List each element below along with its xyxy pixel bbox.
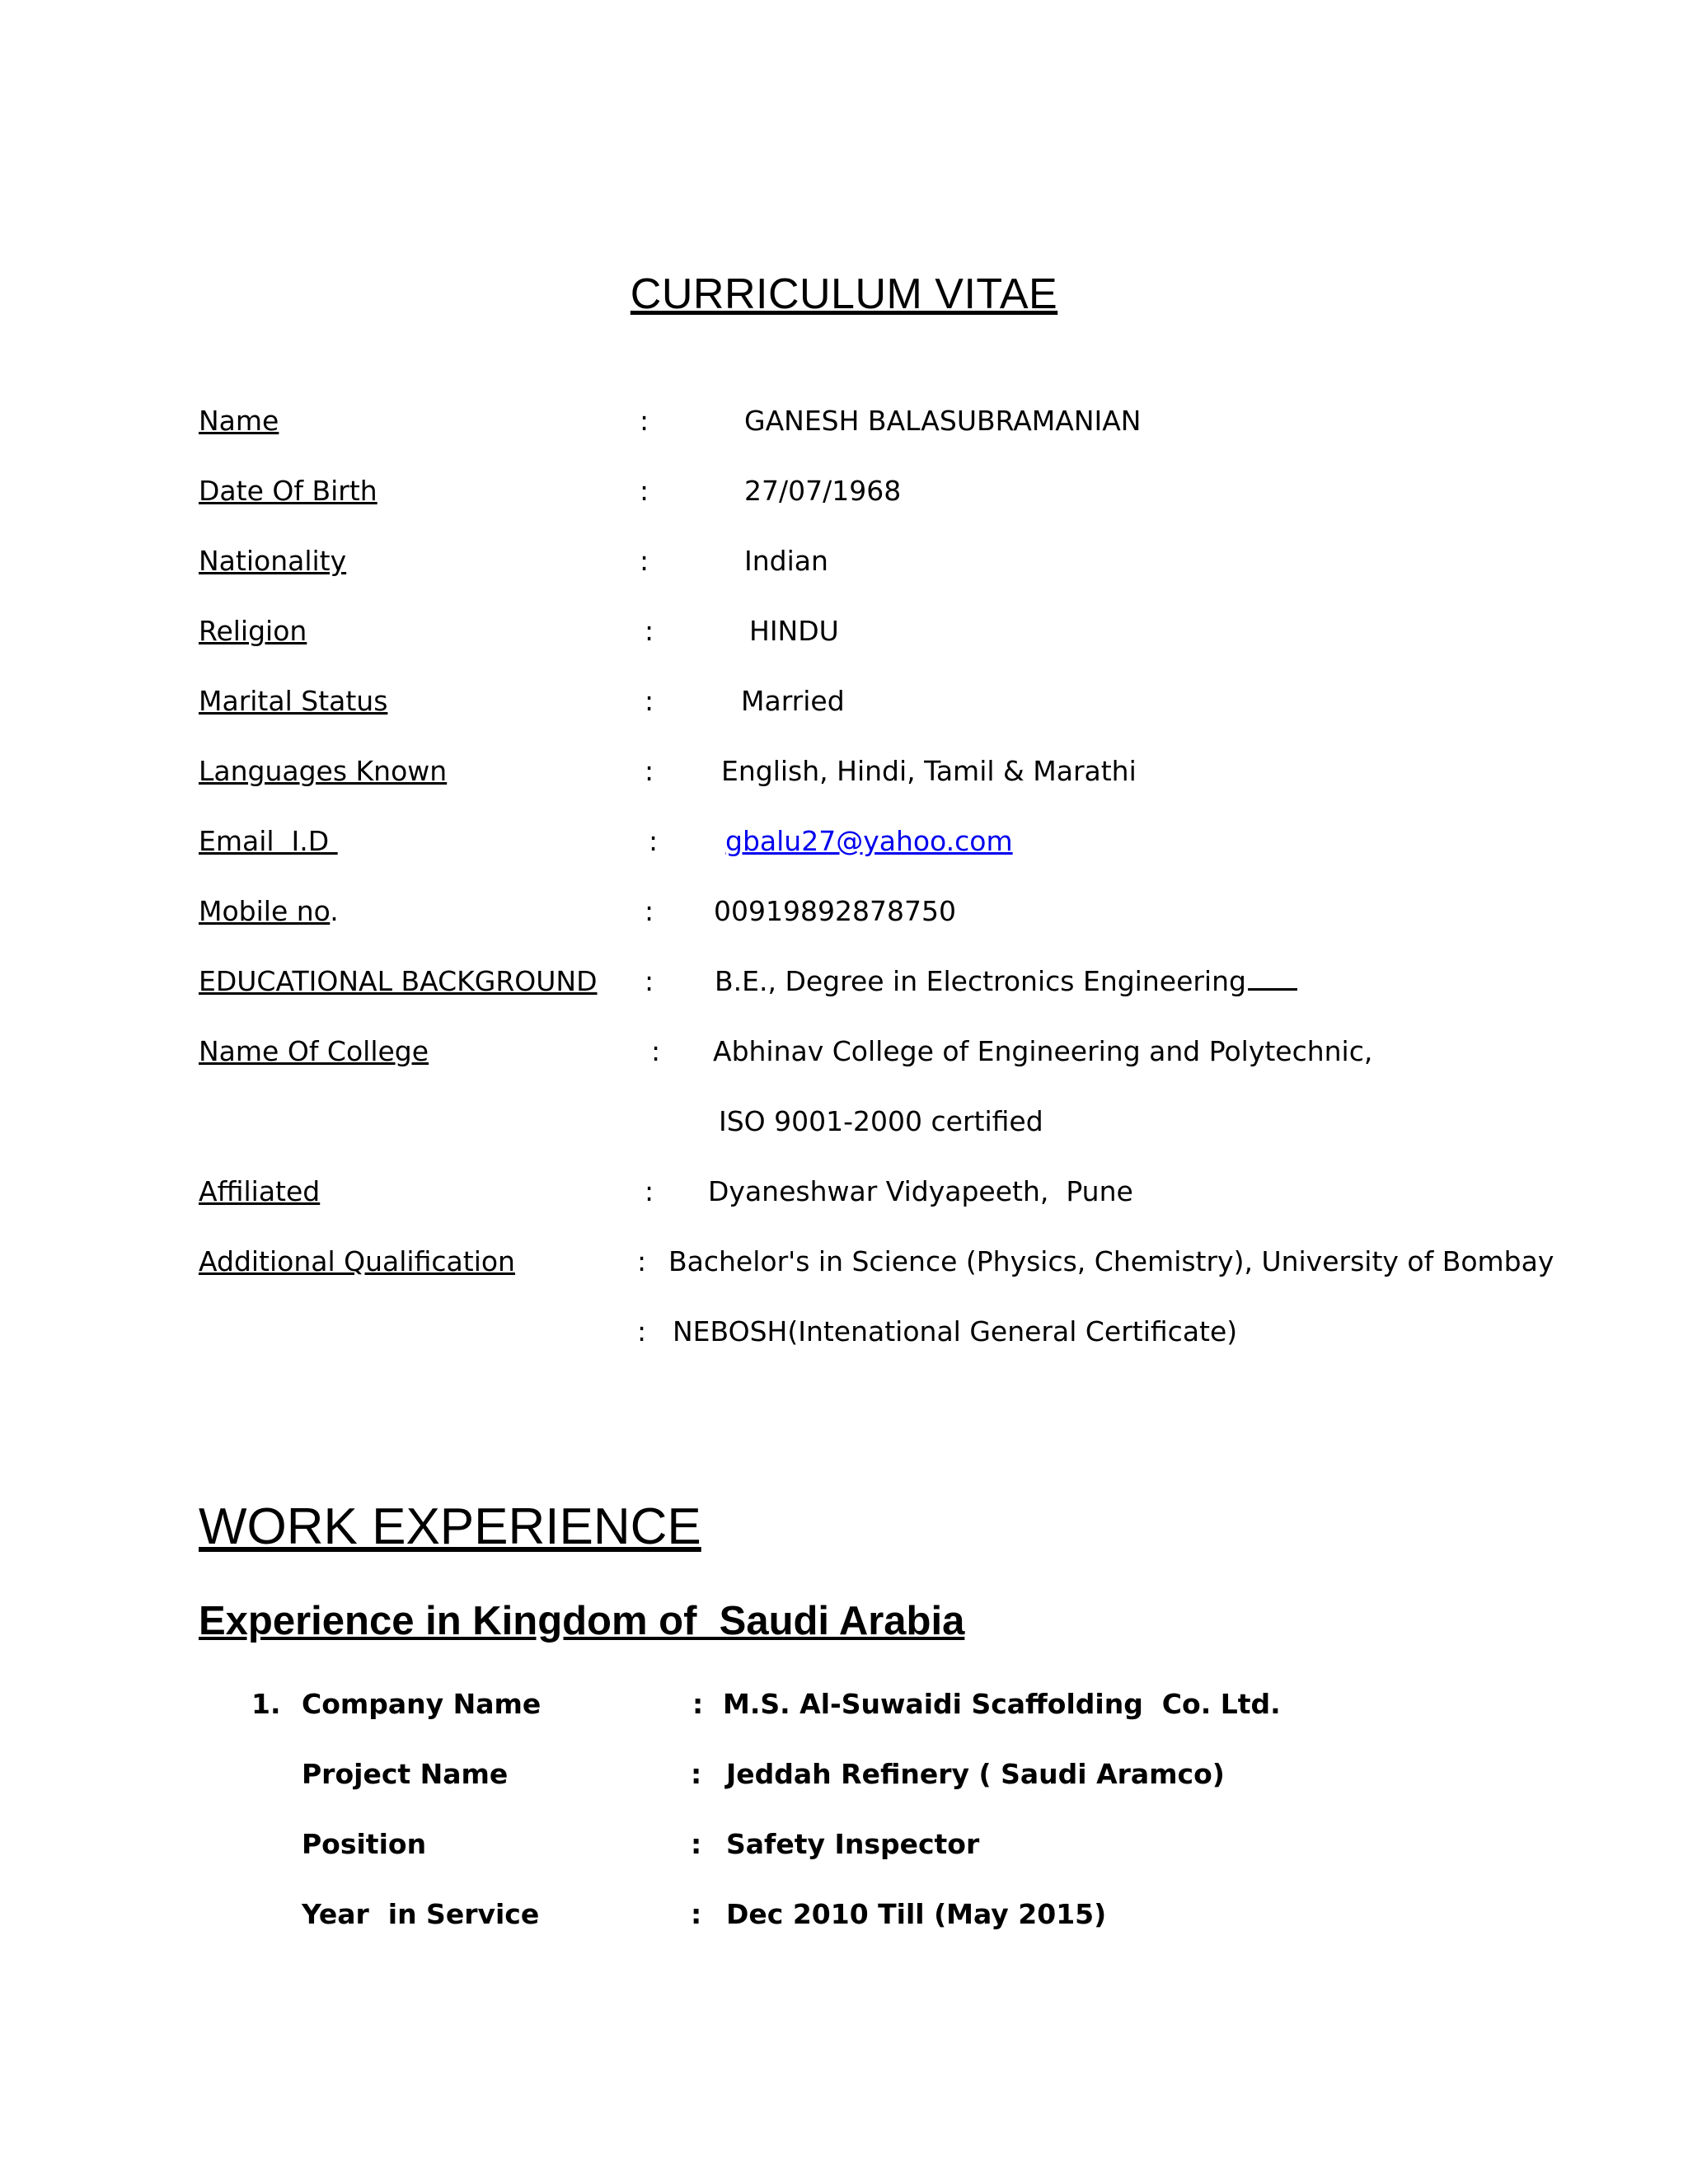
field-separator: : <box>651 1035 661 1067</box>
field-separator: : <box>637 1245 647 1277</box>
field-separator: : <box>640 475 649 507</box>
email-link[interactable]: gbalu27@yahoo.com <box>725 825 1013 857</box>
field-label: Email I.D <box>199 825 338 857</box>
field-label: Nationality <box>199 545 347 577</box>
field-value: GANESH BALASUBRAMANIAN <box>744 405 1142 437</box>
field-value: Indian <box>744 545 828 577</box>
field-value: Dyaneshwar Vidyapeeth, Pune <box>708 1175 1133 1207</box>
field-label-suffix: . <box>330 895 339 927</box>
blank-underline <box>1248 965 1297 991</box>
experience-label: Company Name <box>302 1688 542 1720</box>
field-value: 00919892878750 <box>714 895 956 927</box>
field-value: Abhinav College of Engineering and Polytechnic, <box>713 1035 1373 1067</box>
field-value-group <box>715 963 1297 1001</box>
experience-value: M.S. Al-Suwaidi Scaffolding Co. Ltd. <box>723 1688 1281 1720</box>
document-title: CURRICULUM VITAE <box>630 270 1058 318</box>
field-label: EDUCATIONAL BACKGROUND <box>199 965 598 997</box>
field-value: Married <box>741 685 845 717</box>
field-value: 27/07/1968 <box>744 475 902 507</box>
field-separator: : <box>649 825 659 857</box>
field-separator: : <box>640 545 649 577</box>
experience-separator: : <box>691 1898 702 1930</box>
field-label: Mobile no <box>199 895 331 927</box>
field-value: English, Hindi, Tamil & Marathi <box>721 755 1137 787</box>
field-separator: : <box>645 685 654 717</box>
experience-value: Safety Inspector <box>726 1828 980 1860</box>
field-label: Name <box>199 405 279 437</box>
experience-label: Position <box>302 1828 427 1860</box>
field-label: Affiliated <box>199 1175 321 1207</box>
field-label: Date Of Birth <box>199 475 377 507</box>
saudi-experience-heading: Experience in Kingdom of Saudi Arabia <box>199 1599 965 1643</box>
field-value: B.E., Degree in Electronics Engineering <box>715 965 1246 997</box>
field-separator: : <box>645 895 654 927</box>
field-separator: : <box>645 965 654 997</box>
field-label: Additional Qualification <box>199 1245 515 1277</box>
experience-label: Project Name <box>302 1758 509 1790</box>
field-value: Bachelor's in Science (Physics, Chemistry), University of Bombay <box>668 1245 1554 1277</box>
field-label: Name Of College <box>199 1035 429 1067</box>
field-separator: : <box>645 615 654 647</box>
experience-separator: : <box>691 1828 702 1860</box>
field-label: Religion <box>199 615 307 647</box>
field-label: Marital Status <box>199 685 388 717</box>
field-value: NEBOSH(Intenational General Certificate) <box>673 1315 1238 1347</box>
field-value: HINDU <box>749 615 839 647</box>
field-separator: : <box>637 1315 647 1347</box>
experience-value: Dec 2010 Till (May 2015) <box>726 1898 1107 1930</box>
field-label-group <box>199 893 339 930</box>
field-separator: : <box>645 755 654 787</box>
experience-value: Jeddah Refinery ( Saudi Aramco) <box>726 1758 1225 1790</box>
experience-label: Year in Service <box>302 1898 540 1930</box>
experience-separator: : <box>692 1688 704 1720</box>
field-separator: : <box>645 1175 654 1207</box>
experience-number: 1. <box>251 1688 281 1720</box>
field-value: ISO 9001-2000 certified <box>719 1105 1043 1137</box>
field-label: Languages Known <box>199 755 448 787</box>
experience-separator: : <box>691 1758 702 1790</box>
work-experience-heading: WORK EXPERIENCE <box>199 1498 701 1555</box>
field-separator: : <box>640 405 649 437</box>
